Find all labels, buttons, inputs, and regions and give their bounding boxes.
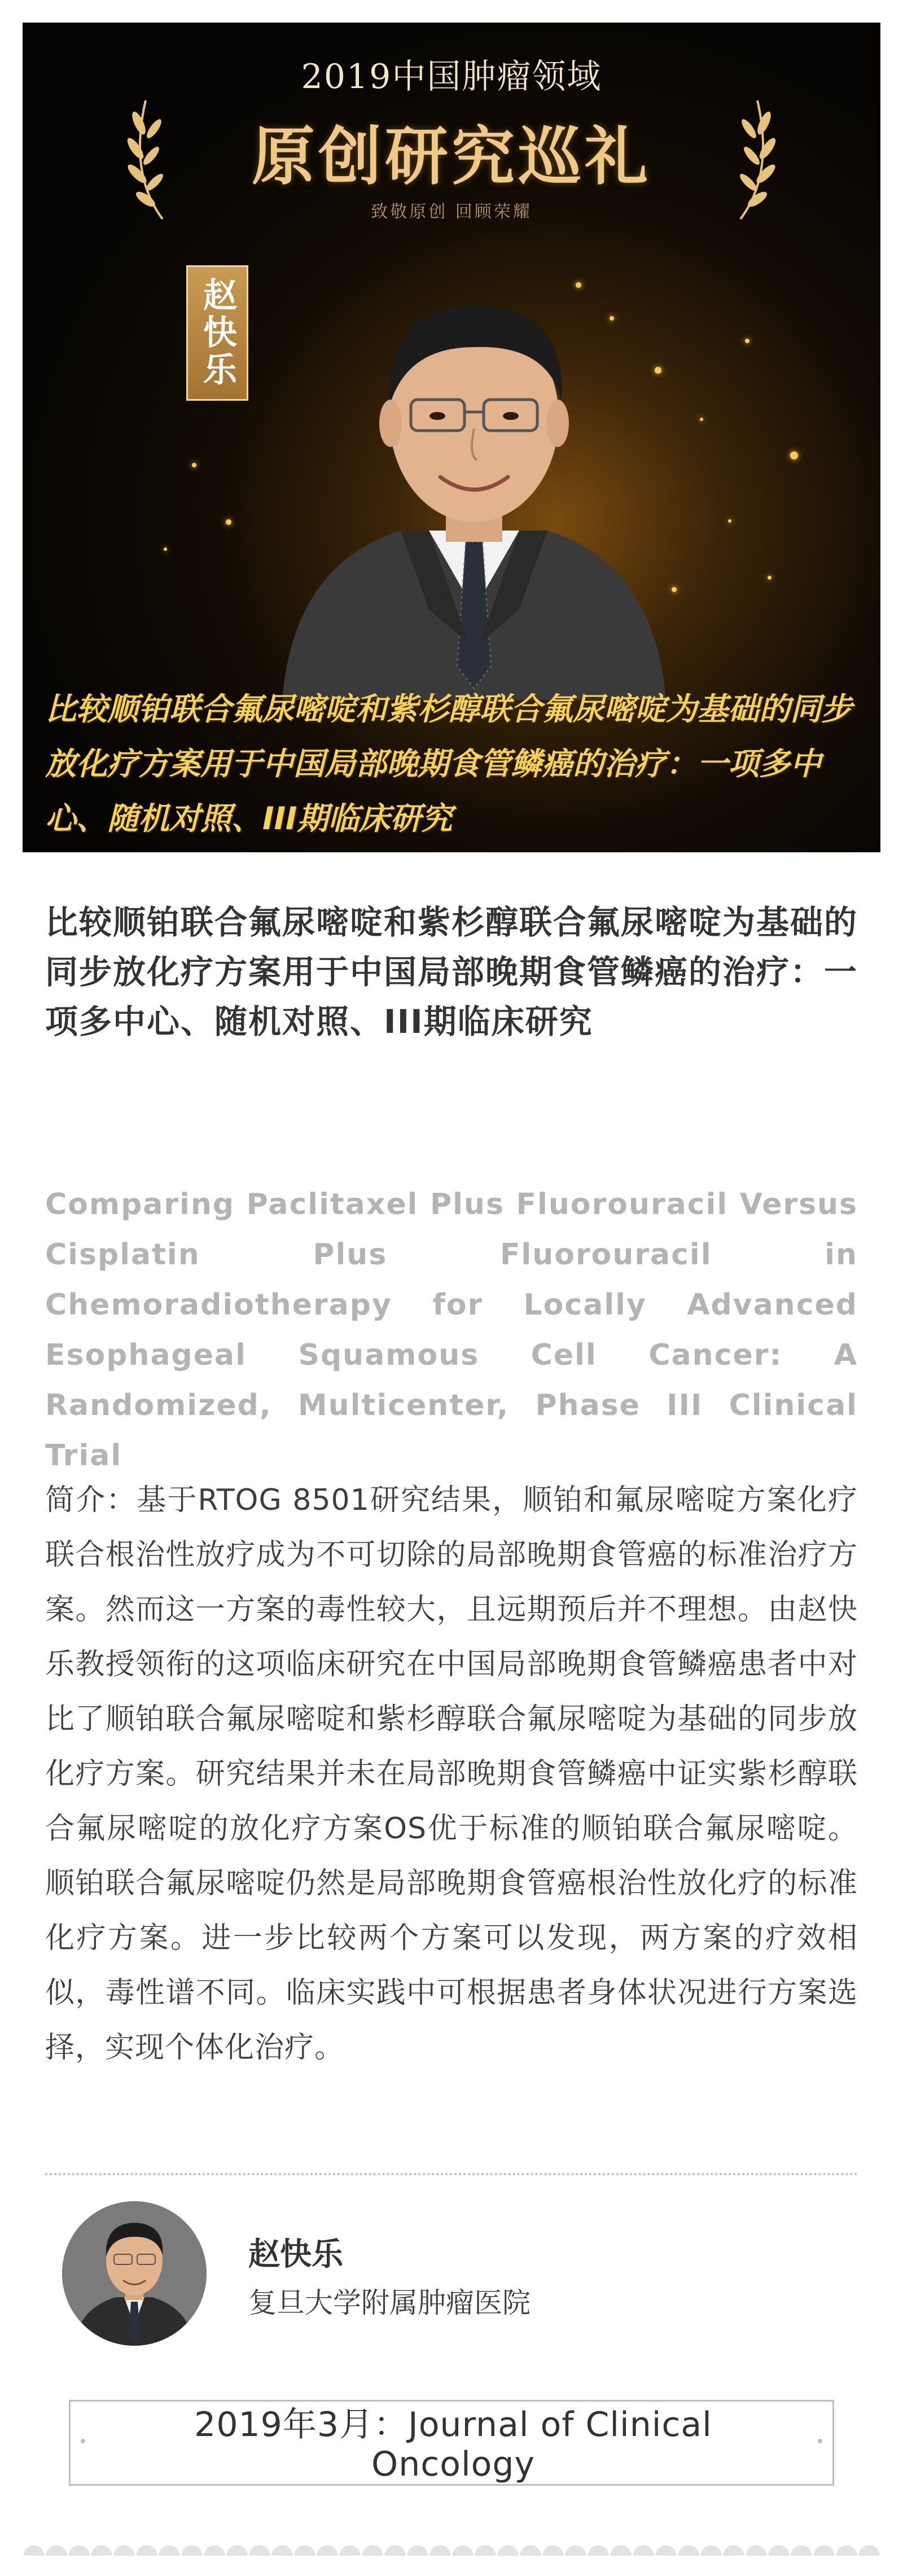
poster-year-line: 2019中国肿瘤领域: [301, 57, 602, 97]
publication-text: 2019年3月：Journal of Clinical Oncology: [194, 2405, 712, 2484]
feature-poster: [23, 23, 880, 852]
dotted-divider: [45, 2173, 858, 2175]
scalloped-border: [23, 2539, 880, 2556]
poster-slogan: 致敬原创 回顾荣耀: [371, 202, 532, 222]
article-intro: 简介：基于RTOG 8501研究结果，顺铂和氟尿嘧啶方案化疗联合根治性放疗成为不可切除的局部晚期食管癌的标准治疗方案。然而这一方案的毒性较大，且远期预后并不理想。由赵快乐教授领衔的这项临床研究在中国局部晚期食管鳞癌患者中对比了顺铂联合氟尿嘧啶和紫杉醇联合氟尿嘧啶为基础的同步放化疗方案。研究结果并未在局部晚期食管鳞癌中证实紫杉醇联合氟尿嘧啶的放化疗方案OS优于标准的顺铂联合氟尿嘧啶。顺铂联合氟尿嘧啶仍然是局部晚期食管癌根治性放化疗的标准化疗方案。进一步比较两个方案可以发现，两方案的疗效相似，毒性谱不同。临床实践中可根据患者身体状况进行方案选择，实现个体化治疗。: [45, 1483, 858, 2065]
article-title: 比较顺铂联合氟尿嘧啶和紫杉醇联合氟尿嘧啶为基础的同步放化疗方案用于中国局部晚期食管鳞癌的治疗：一项多中心、随机对照、III期临床研究: [45, 903, 858, 1041]
publication-box: [69, 2400, 834, 2486]
poster-title: 原创研究巡礼: [252, 120, 651, 194]
box-dot-left: [81, 2439, 85, 2443]
laurel-left-icon: [112, 89, 179, 225]
box-dot-right: [818, 2439, 822, 2443]
author-institution: 复旦大学附属肿瘤医院: [248, 2286, 531, 2319]
laurel-right-icon: [724, 89, 791, 225]
author-name: 赵快乐: [248, 2236, 343, 2273]
researcher-portrait: [260, 248, 689, 700]
english-title: Comparing Paclitaxel Plus Fluorouracil Versus Cisplatin Plus Fluorouracil in Chemoradiotherapy for Locally Advanced Esophageal Squamous Cell Cancer: A Randomized, Multicenter, Phase III Clinical Trial: [45, 1188, 858, 1473]
poster-caption: 比较顺铂联合氟尿嘧啶和紫杉醇联合氟尿嘧啶为基础的同步放化疗方案用于中国局部晚期食管鳞癌的治疗：一项多中心、随机对照、III期临床研究: [45, 691, 853, 836]
author-avatar: [62, 2201, 207, 2346]
author-card: [62, 2201, 841, 2348]
poster-name-tag: [186, 265, 248, 401]
poster-name-tag-text: 赵快乐: [198, 277, 237, 389]
